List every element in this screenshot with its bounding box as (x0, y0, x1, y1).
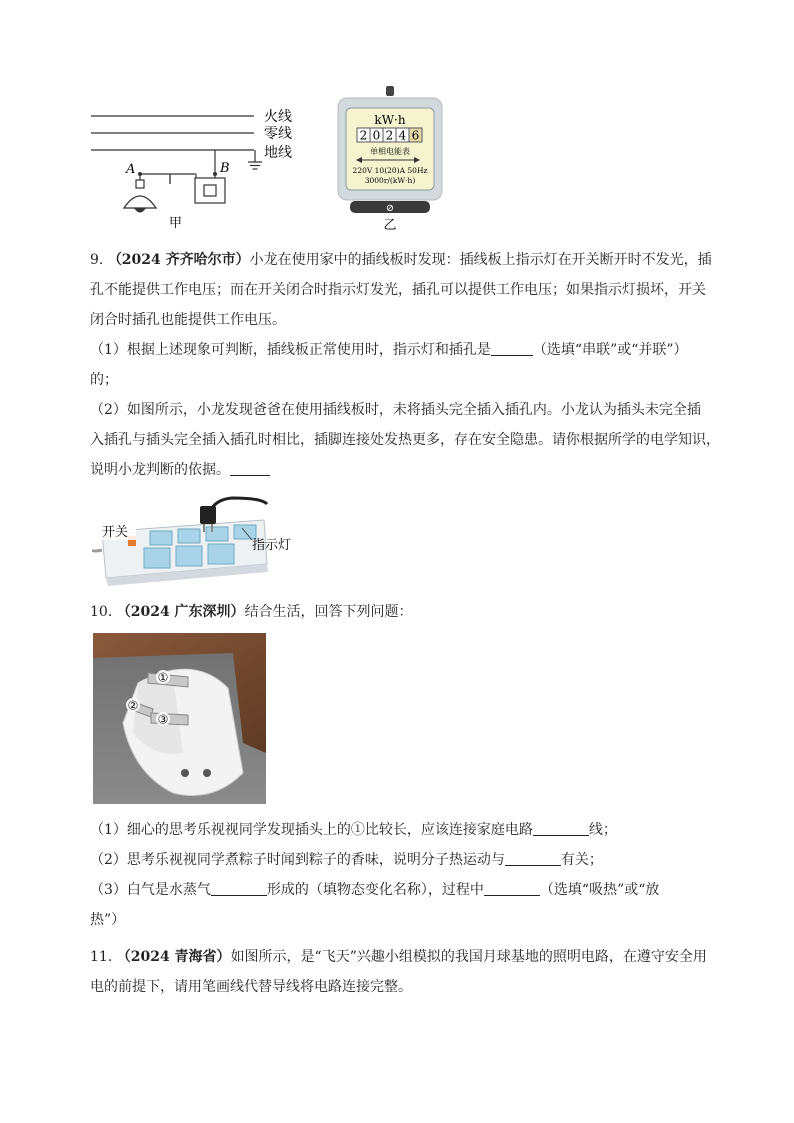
question-source: （2024 青海省） (116, 949, 231, 965)
part-2-text: 入插孔与插头完全插入插孔时相比，插脚连接处发热更多，存在安全隐患。请你根据所学的电学知识， (90, 432, 720, 448)
meter-digit: 2 (385, 128, 394, 143)
question-11 (90, 942, 715, 1002)
part-1-text: 的； (90, 372, 118, 388)
part-3-text: （3）白气是水蒸气 (90, 882, 211, 898)
part-2-text: 有关； (560, 852, 603, 868)
meter-digit: 4 (398, 128, 407, 143)
part-1-text: 线； (588, 822, 617, 838)
meter-digit: 6 (411, 128, 420, 143)
caption-jia: 甲 (169, 216, 183, 230)
neutral-wire-label: 零线 (264, 126, 292, 142)
part-2-text: 说明小龙判断的依据。 (90, 462, 230, 478)
label-a: A (126, 162, 136, 177)
question-number: 11. (90, 949, 113, 965)
electric-meter (334, 84, 446, 232)
answer-blank[interactable] (533, 821, 589, 836)
meter-digit: 2 (359, 128, 368, 143)
answer-blank[interactable] (505, 851, 561, 866)
part-3-text: （选填“吸热”或“放 (539, 882, 660, 898)
meter-digits (357, 128, 422, 143)
meter-digit: 0 (372, 128, 381, 143)
answer-blank[interactable] (484, 881, 540, 896)
part-1-text: （1）根据上述现象可判断，插线板正常使用时，指示灯和插孔是 (90, 342, 491, 358)
question-number: 9. (90, 252, 104, 268)
answer-blank[interactable] (211, 881, 267, 896)
part-2-text: （2）思考乐视视同学煮粽子时闻到粽子的香味，说明分子热运动与 (90, 852, 505, 868)
question-stem: 如图所示，是“飞天”兴趣小组模拟的我国月球基地的照明电路，在遵守安全用 (230, 949, 707, 965)
pin-label: ③ (157, 712, 169, 727)
answer-blank[interactable] (491, 341, 533, 356)
question-stem: 电的前提下，请用笔画线代替导线将电路连接完整。 (90, 979, 412, 995)
question-stem: 结合生活，回答下列问题： (244, 604, 413, 620)
power-strip-figure (92, 492, 307, 590)
part-3-text: 形成的（填物态变化名称），过程中 (266, 882, 484, 898)
plug-photo (93, 633, 266, 804)
caption-yi: 乙 (383, 218, 397, 232)
part-3-text: 热”） (90, 912, 126, 928)
question-9 (90, 245, 720, 485)
meter-spec-1: 220V 10(20)A 50Hz (352, 166, 428, 175)
question-number: 10. (90, 604, 113, 620)
lamp-icon (124, 180, 156, 213)
meter-name: 单相电能表 (370, 147, 410, 156)
pin-label: ② (127, 698, 139, 713)
ground-wire-label: 地线 (264, 145, 292, 161)
question-source: （2024 广东深圳） (116, 604, 245, 620)
pin-label: ① (157, 670, 169, 685)
part-2-text: （2）如图所示，小龙发现爸爸在使用插线板时，未将插头完全插入插孔内。小龙认为插头未完全插 (90, 402, 701, 418)
switch-box-icon (195, 178, 225, 203)
question-stem: 孔不能提供工作电压；而在开关闭合时指示灯发光，插孔可以提供工作电压；如果指示灯损坏，开关 (90, 282, 706, 298)
label-b: B (220, 161, 230, 176)
meter-unit: kW·h (374, 113, 406, 127)
question-10 (90, 597, 715, 627)
switch-label: 开关 (102, 525, 129, 540)
question-stem: 闭合时插孔也能提供工作电压。 (90, 312, 286, 328)
part-1-text: （1）细心的思考乐视视同学发现插头上的①比较长，应该连接家庭电路 (90, 822, 533, 838)
question-10-parts (90, 815, 715, 935)
meter-button-icon: ⊘ (385, 203, 395, 214)
question-source: （2024 齐齐哈尔市） (107, 252, 250, 268)
meter-spec-2: 3000r/(kW·h) (364, 176, 416, 185)
live-wire-label: 火线 (264, 109, 292, 125)
part-1-text: （选填“串联”或“并联”） (532, 342, 688, 358)
wiring-diagram (88, 100, 310, 230)
question-stem: 小龙在使用家中的插线板时发现：插线板上指示灯在开关断开时不发光，插 (249, 252, 712, 268)
answer-blank[interactable] (230, 461, 270, 476)
ground-symbol-icon (248, 150, 262, 169)
indicator-label: 指示灯 (252, 538, 292, 553)
